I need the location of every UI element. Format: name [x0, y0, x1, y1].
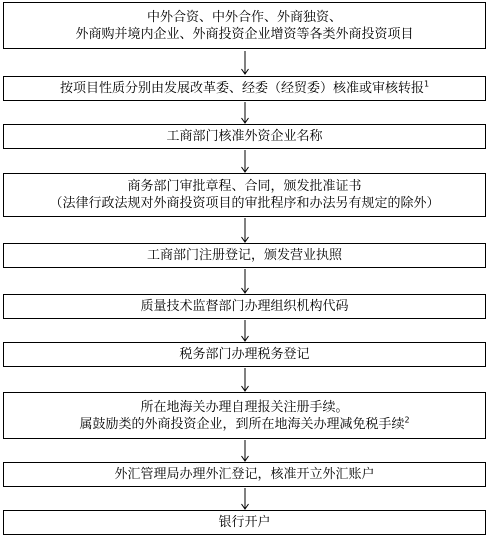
down-arrow-icon — [240, 320, 250, 342]
down-arrow-icon — [240, 102, 250, 124]
down-arrow-icon — [240, 218, 250, 243]
step-10-label: 银行开户 — [218, 515, 271, 530]
step-2-text — [60, 80, 429, 97]
footnote-marker-2: 2 — [404, 415, 410, 425]
flow-step-7 — [3, 342, 486, 367]
down-arrow-icon — [240, 269, 250, 294]
footnote-marker-1: 1 — [423, 79, 430, 89]
flow-step-3 — [3, 124, 486, 149]
flow-step-10 — [3, 510, 486, 535]
flow-step-8 — [3, 392, 486, 439]
down-arrow-icon — [240, 440, 250, 462]
flow-step-5 — [3, 243, 486, 268]
step-3-label: 工商部门核准外资企业名称 — [166, 129, 323, 144]
step-4-line-1: 商务部门审批章程、合同，颁发批准证书 — [127, 179, 362, 194]
flow-step-9 — [3, 462, 486, 487]
step-6-label: 质量技术监督部门办理组织机构代码 — [140, 299, 349, 314]
down-arrow-icon — [240, 150, 250, 173]
flow-step-2 — [3, 76, 486, 101]
step-4-line-2: （法律行政法规对外商投资项目的审批程序和办法另有规定的除外） — [49, 196, 440, 211]
down-arrow-icon — [240, 368, 250, 392]
step-5-label: 工商部门注册登记，颁发营业执照 — [146, 248, 342, 263]
step-7-label: 税务部门办理税务登记 — [179, 347, 310, 362]
step-8-line-2: 属鼓励类的外商投资企业，到所在地海关办理减免税手续 — [79, 416, 405, 432]
flow-step-6 — [3, 294, 486, 319]
step-8-line-1: 所在地海关办理自理报关注册手续。 — [140, 399, 349, 415]
down-arrow-icon — [240, 51, 250, 75]
step-1-line-2: 外商购并境内企业、外商投资企业增资等各类外商投资项目 — [75, 26, 414, 42]
down-arrow-icon — [240, 488, 250, 510]
flow-step-4 — [3, 173, 486, 217]
step-8-line-2-wrap — [79, 416, 409, 433]
step-2-label: 按项目性质分别由发展改革委、经委（经贸委）核准或审核转报 — [59, 81, 424, 96]
flow-step-1 — [3, 2, 486, 49]
step-1-line-1: 中外合资、中外合作、外商独资、 — [146, 9, 342, 25]
step-9-label: 外汇管理局办理外汇登记，核准开立外汇账户 — [114, 467, 375, 482]
